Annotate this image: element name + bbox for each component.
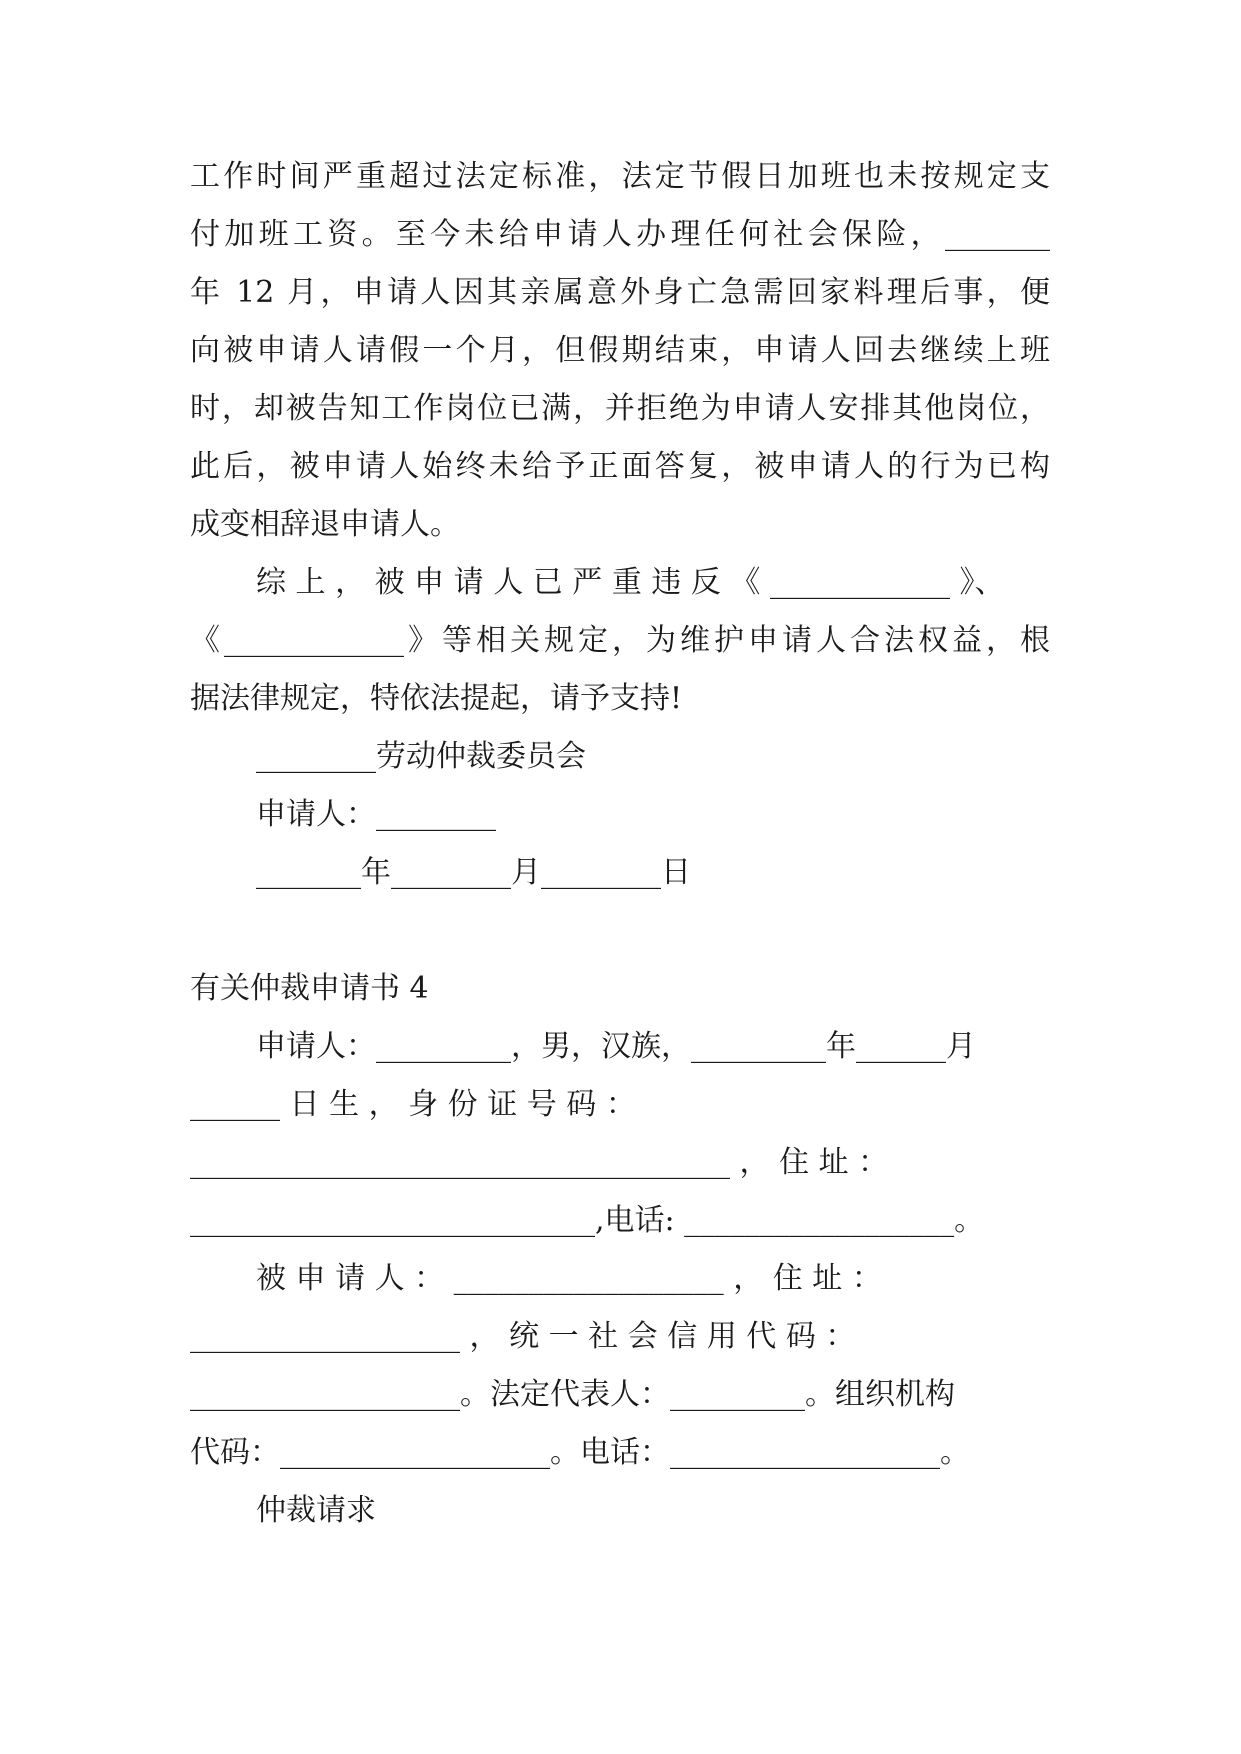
text-line: 据法律规定，特依法提起，请予支持!: [190, 681, 683, 716]
applicant-paragraph: [190, 1018, 1050, 1250]
conclusion-paragraph: [190, 554, 1050, 728]
applicant-signature: 申请人：________: [256, 797, 496, 832]
text-line: 向被申请人请假一个月，但假期结束，申请人回去继续上班: [190, 333, 1050, 368]
text-line: 综 上 ， 被 申 请 人 已 严 重 违 反 《 ____________ 》、: [256, 565, 1005, 600]
respondent-paragraph: [190, 1250, 1050, 1482]
text-line: 成变相辞退申请人。: [190, 507, 460, 542]
section-title: 有关仲裁申请书 4: [190, 971, 429, 1006]
addressee: ________劳动仲裁委员会: [256, 739, 586, 774]
text-line: __________________。法定代表人：_________。组织机构: [190, 1377, 955, 1412]
text-line: 工作时间严重超过法定标准，法定节假日加班也未按规定支: [190, 159, 1050, 194]
text-line: ______ 日 生 ， 身 份 证 号 码 ：: [190, 1087, 636, 1122]
spacer: [190, 902, 1050, 960]
text-line: 年 12 月，申请人因其亲属意外身亡急需回家料理后事，便: [190, 275, 1050, 310]
text-line: __________________ ， 统 一 社 会 信 用 代 码 ：: [190, 1319, 856, 1354]
text-line: 代码：__________________。电话：__________________。: [190, 1435, 970, 1470]
text-line: 申请人：_________，男，汉族，_________年______月: [256, 1029, 976, 1064]
document-page: [190, 148, 1050, 1540]
fact-paragraph: [190, 148, 1050, 554]
text-line: ____________________________________ ， 住 址 ：: [190, 1145, 889, 1180]
text-line: ___________________________,电话: __________________。: [190, 1203, 985, 1238]
text-line: 此后，被申请人始终未给予正面答复，被申请人的行为已构: [190, 449, 1050, 484]
text-line: 付加班工资。至今未给申请人办理任何社会保险，_______: [190, 217, 1050, 252]
date-line: _______年________月________日: [256, 855, 691, 890]
text-line: 被 申 请 人 ： __________________ ， 住 址 ：: [256, 1261, 882, 1296]
request-heading: 仲裁请求: [256, 1493, 376, 1528]
text-line: 《____________》等相关规定，为维护申请人合法权益，根: [190, 623, 1050, 658]
text-line: 时，却被告知工作岗位已满，并拒绝为申请人安排其他岗位，: [190, 391, 1050, 426]
